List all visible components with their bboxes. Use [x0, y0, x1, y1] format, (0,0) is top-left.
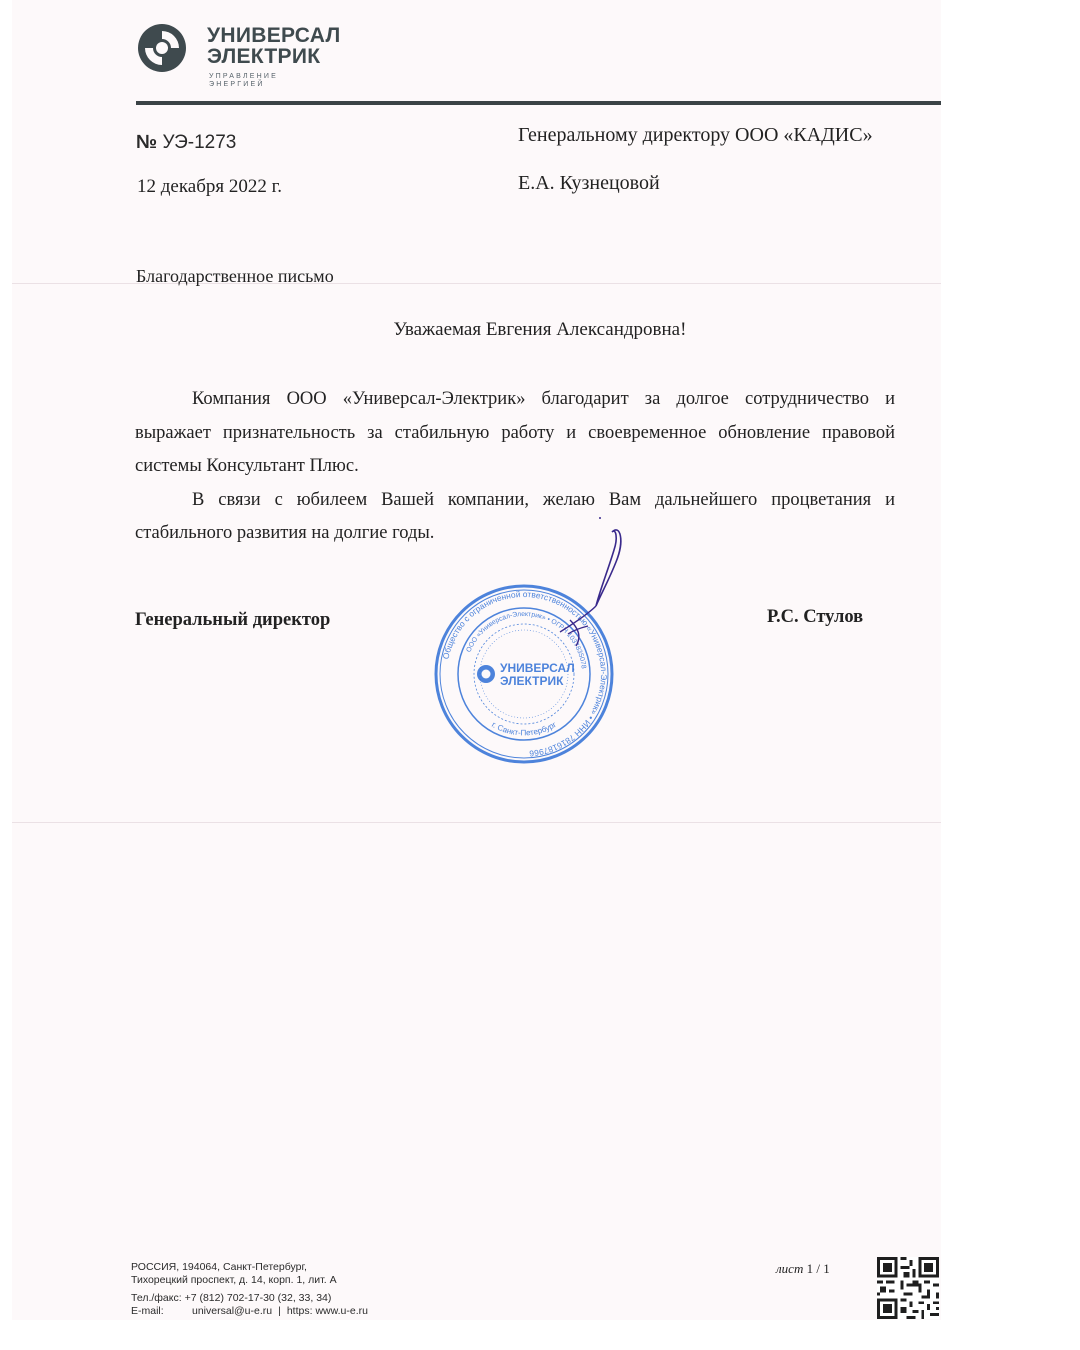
sheet-value: 1 / 1	[806, 1261, 830, 1276]
salutation-text: Уважаемая Евгения Александровна!	[393, 319, 687, 340]
document-number	[136, 132, 236, 154]
stamp-center-line-1: УНИВЕРСАЛ	[500, 661, 575, 675]
recipient-title: Генеральному директору ООО «КАДИС»	[518, 124, 873, 146]
contact-row	[131, 1305, 368, 1318]
qr-code-icon	[877, 1257, 939, 1319]
tagline-line-2: ЭНЕРГИЕЙ	[209, 81, 265, 88]
number-sign: №	[136, 132, 158, 153]
salutation	[0, 319, 1080, 341]
document-date: 12 декабря 2022 г.	[137, 176, 283, 197]
logo-ring-icon	[136, 22, 188, 74]
letter-footer	[131, 1261, 368, 1318]
logo-line-1: УНИВЕРСАЛ	[207, 24, 341, 47]
tagline-line-1: УПРАВЛЕНИЕ	[209, 73, 278, 80]
stamp-inner-text: ООО «Универсал-Электрик» • ОГРН 1037835078	[465, 610, 587, 670]
separator: |	[278, 1305, 281, 1317]
stamp-city: г. Санкт-Петербург	[490, 719, 558, 738]
letter-subject: Благодарственное письмо	[136, 266, 334, 286]
email-link[interactable]: universal@u-e.ru	[192, 1305, 273, 1317]
phone-label: Тел./факс:	[131, 1292, 182, 1304]
number-value: УЭ-1273	[162, 132, 237, 153]
body-paragraph: В связи с юбилеем Вашей компании, желаю Вам дальнейшего процветания и стабильного развития на долгие годы.	[135, 489, 895, 543]
phone-row	[131, 1292, 368, 1305]
logo-tagline	[209, 73, 278, 89]
stamp-center-line-2: ЭЛЕКТРИК	[500, 674, 564, 688]
address-line-2: Тихорецкий проспект, д. 14, корп. 1, лит. А	[131, 1274, 337, 1286]
sheet-counter	[776, 1261, 830, 1277]
body-paragraph: Компания ООО «Универсал-Электрик» благодарит за долгое сотрудничество и выражает признательность за стабильную работу и своевременное обновление правовой системы Консультант Плюс.	[135, 389, 895, 476]
website-link[interactable]: www.u-e.ru	[315, 1305, 368, 1317]
handwritten-signature	[530, 510, 640, 660]
sheet-label: лист	[776, 1261, 804, 1276]
stamp-ring-text: Общество с ограниченной ответственностью «Универсал-Электрик» • ИНН 7816187966	[440, 588, 610, 759]
web-label: https:	[286, 1305, 313, 1317]
recipient-name: Е.А. Кузнецовой	[518, 172, 660, 194]
letter-body	[135, 383, 895, 551]
email-label: E-mail:	[131, 1305, 164, 1317]
company-logo-text	[207, 25, 340, 67]
phone-value: +7 (812) 702-17-30 (32, 33, 34)	[184, 1292, 332, 1304]
signatory-name: Р.С. Стулов	[767, 607, 864, 627]
signatory-position: Генеральный директор	[135, 610, 331, 630]
logo-line-2: ЭЛЕКТРИК	[207, 45, 321, 68]
address-line-1: РОССИЯ, 194064, Санкт-Петербург,	[131, 1261, 307, 1273]
scan-artifact-line	[12, 822, 941, 823]
header-divider	[136, 101, 941, 105]
